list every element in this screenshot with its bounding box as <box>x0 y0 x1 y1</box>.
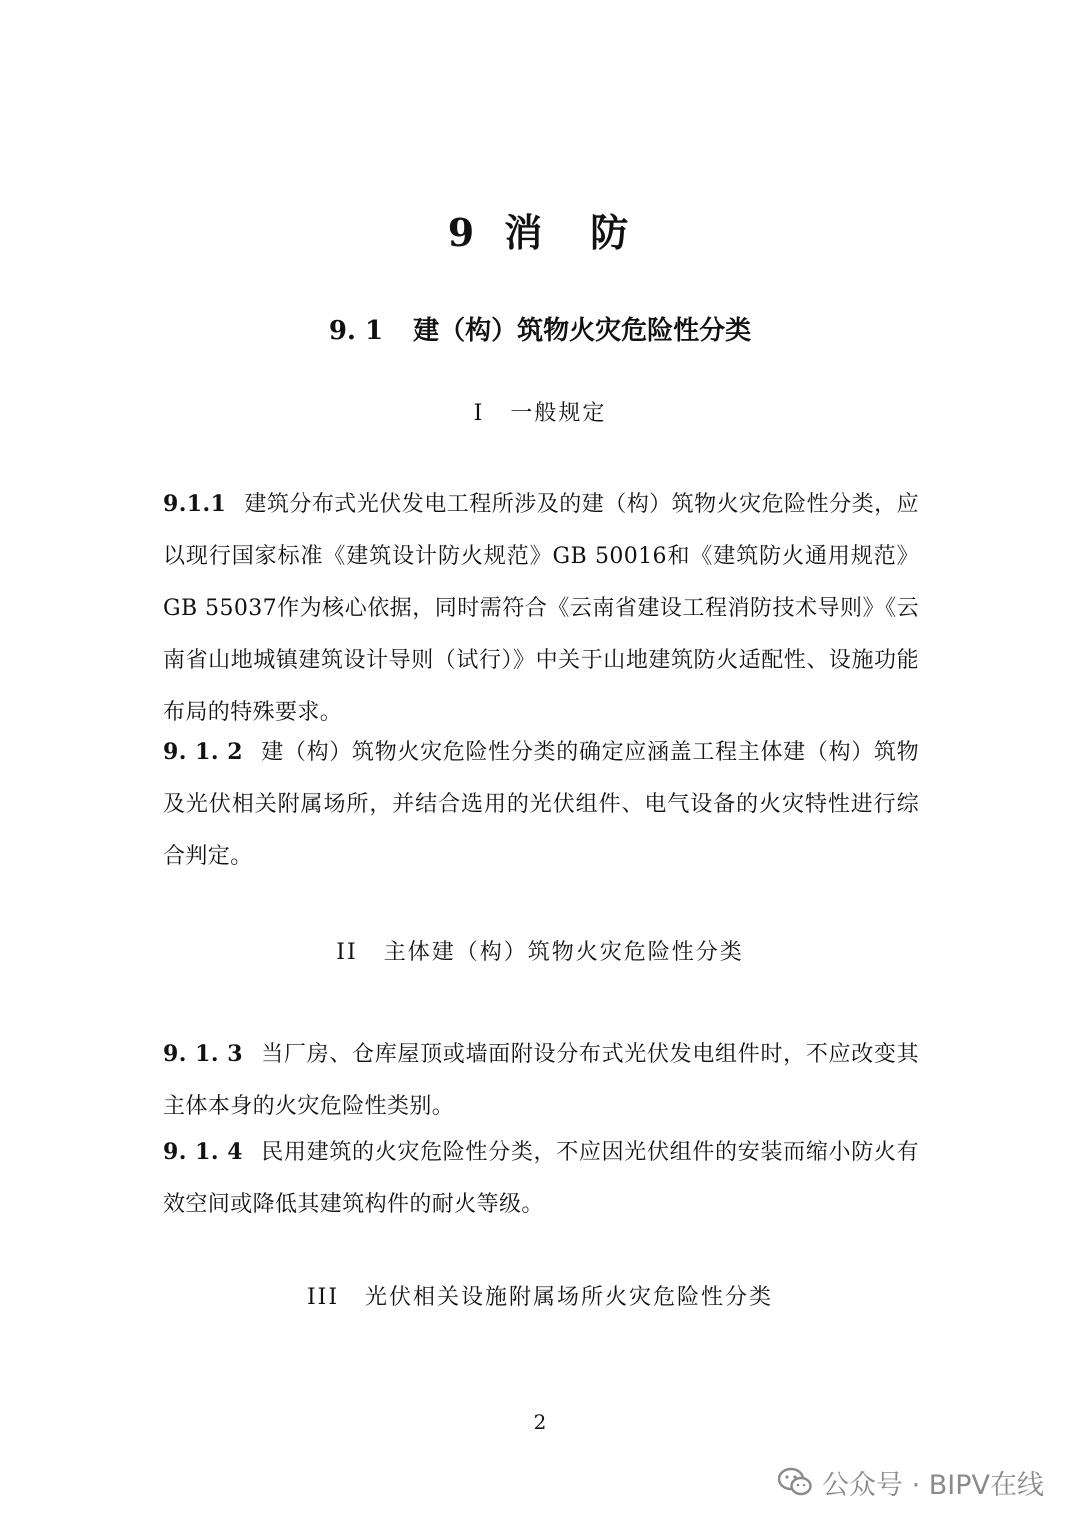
subsection-roman: III <box>306 1285 340 1310</box>
clause-number: 9. 1. 4 <box>163 1139 243 1165</box>
chapter-number: 9 <box>447 210 479 255</box>
subsection-title: 主体建（构）筑物火灾危险性分类 <box>383 940 744 965</box>
chapter-title-part2: 防 <box>590 210 633 255</box>
subsection-heading-3 <box>0 1280 1080 1311</box>
subsection-roman: I <box>473 401 485 426</box>
watermark-text: 公众号 · BIPV在线 <box>822 1469 1044 1501</box>
clause-9-1-2 <box>163 726 919 883</box>
page-number: 2 <box>533 1410 547 1434</box>
clause-9-1-3 <box>163 1028 919 1133</box>
clause-number: 9. 1. 2 <box>163 739 243 765</box>
chapter-title-part1: 消 <box>504 210 547 255</box>
clause-text: 民用建筑的火灾危险性分类，不应因光伏组件的安装而缩小防火有效空间或降低其建筑构件的耐火等级。 <box>163 1140 919 1217</box>
section-number: 9. 1 <box>328 316 384 346</box>
clause-9-1-4 <box>163 1126 919 1231</box>
clause-text: 建（构）筑物火灾危险性分类的确定应涵盖工程主体建（构）筑物及光伏相关附属场所，并结合选用的光伏组件、电气设备的火灾特性进行综合判定。 <box>163 740 919 869</box>
subsection-title: 光伏相关设施附属场所火灾危险性分类 <box>365 1285 774 1310</box>
section-title <box>0 310 1080 347</box>
subsection-heading-1 <box>0 396 1080 427</box>
subsection-roman: II <box>336 940 358 965</box>
wechat-icon <box>778 1467 812 1497</box>
watermark <box>778 1462 1044 1502</box>
subsection-title: 一般规定 <box>510 401 607 426</box>
clause-9-1-1 <box>163 478 919 739</box>
clause-text: 当厂房、仓库屋顶或墙面附设分布式光伏发电组件时，不应改变其主体本身的火灾危险性类别。 <box>163 1042 919 1119</box>
clause-text: 建筑分布式光伏发电工程所涉及的建（构）筑物火灾危险性分类，应以现行国家标准《建筑设计防火规范》GB 50016和《建筑防火通用规范》GB 55037作为核心依据，同时需符合《云南省建设工程消防技术导则》《云南省山地城镇建筑设计导则（试行）》中关于山地建筑防火适配性、设施功能布局的特殊要求。 <box>163 492 919 725</box>
clause-number: 9. 1. 3 <box>163 1041 243 1067</box>
subsection-heading-2 <box>0 935 1080 966</box>
chapter-title <box>0 202 1080 257</box>
clause-number: 9.1.1 <box>163 491 227 517</box>
section-title-text: 建（构）筑物火灾危险性分类 <box>413 316 752 346</box>
